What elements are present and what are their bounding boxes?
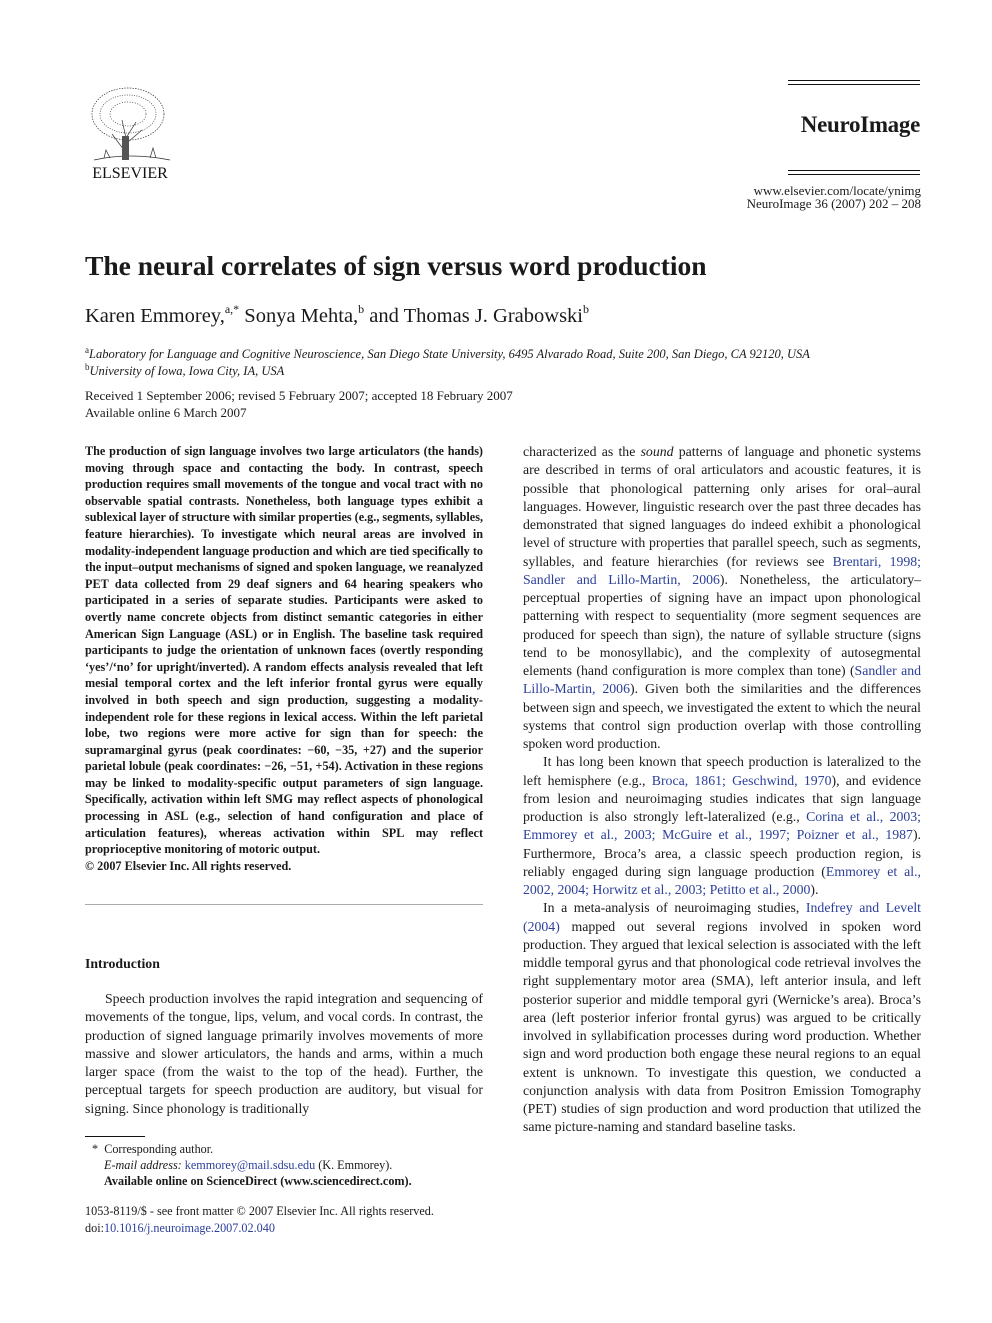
citation-link[interactable]: Broca, 1861; Geschwind, 1970 <box>651 772 832 788</box>
affiliation <box>85 345 810 362</box>
elsevier-tree-logo <box>84 80 176 182</box>
journal-citation: NeuroImage 36 (2007) 202 – 208 <box>746 196 921 211</box>
author-name: and Thomas J. Grabowski <box>364 305 584 327</box>
publisher-name: ELSEVIER <box>92 165 168 182</box>
citation-link[interactable]: Corina et al., 2003; Emmorey et al., 2003; McGuire et al., 1997; Poizner et al., 1987 <box>523 809 921 843</box>
author-affil-mark[interactable]: b <box>358 302 365 316</box>
intro-paragraph: Speech production involves the rapid integration and sequencing of movements of the tongue, lips, velum, and vocal cords. In contrast, the production of signed language primarily involves movements of more massive and slower articulators, the hands and arms, within a much larger space (from the waist to the top of the head). Further, the perceptual targets for speech production are auditory, but visual for signing. Since phonology is traditionally <box>85 991 483 1116</box>
affiliation-mark: b <box>85 362 90 372</box>
header-rule <box>788 174 920 175</box>
author-name: Karen Emmorey, <box>85 305 225 327</box>
citation-link[interactable]: Indefrey and Levelt (2004) <box>523 900 921 934</box>
citation-link[interactable]: Brentari, 1998; Sandler and Lillo-Martin, 2006 <box>523 553 922 587</box>
doi-line: doi:10.1016/j.neuroimage.2007.02.040 <box>85 1221 275 1235</box>
journal-name: NeuroImage <box>800 112 920 137</box>
journal-url[interactable]: www.elsevier.com/locate/ynimg <box>753 183 921 198</box>
doi-link[interactable]: 10.1016/j.neuroimage.2007.02.040 <box>103 1221 275 1235</box>
body-paragraph: characterized as the sound patterns of language and phonetic systems are described in terms of oral articulators and acoustic features, it is possible that phonological patterning only arises for oral–aural languages. However, linguistic research over the past three decades has demonstrated that signed languages do indeed exhibit a phonological level of structure with properties that parallel speech, such as segments, syllables, and feature hierarchies (for reviews see Brentari, 1998; Sandler and Lillo-Martin, 2006). Nonetheless, the articulatory–perceptual properties of signing have an impact upon phonological patterning with respect to sequentiality (more segment sequences are produced for speech than sign), the nature of syllable structure (signs tend to be monosyllabic), and the complexity of autosegmental elements (hand configuration is more complex than tone) (Sandler and Lillo-Martin, 2006). Given both the similarities and the differences between sign and speech, we investigated the extent to which the neural systems that control sign production overlap with those controlling spoken word production. <box>523 444 922 751</box>
header-rule <box>788 84 920 85</box>
body-paragraph: In a meta-analysis of neuroimaging studies, Indefrey and Levelt (2004) mapped out several regions involved in spoken word production. They argued that lexical selection is associated with the left middle temporal gyrus and that phonological code retrieval involves the right supplementary motor area (SMA), left anterior insula, and left posterior superior and middle temporal gyri (Wernicke’s area). Broca’s area (left posterior inferior frontal gyrus) was argued to be critically involved in syllabification processes during word production. Whether sign and word production both engage these neural regions to an equal extent is unknown. To investigate this question, we conducted a conjunction analysis with data from Positron Emission Tomography (PET) studies of sign production and word production that utilized the same picture-naming and standard baseline tasks. <box>523 900 921 1135</box>
affiliation-text: University of Iowa, Iowa City, IA, USA <box>89 364 285 378</box>
email-note: E-mail address: kemmorey@mail.sdsu.edu (K. Emmorey). <box>104 1158 393 1172</box>
article-title: The neural correlates of sign versus word production <box>85 250 707 281</box>
corresponding-author-note: * Corresponding author. <box>92 1142 214 1156</box>
body-paragraph: It has long been known that speech production is lateralized to the left hemisphere (e.g., Broca, 1861; Geschwind, 1970), and evidence from lesion and neuroimaging studies indicates that sign language production is also strongly left-lateralized (e.g., Corina et al., 2003; Emmorey et al., 2003; McGuire et al., 1997; Poizner et al., 1987). Furthermore, Broca’s area, a classic speech production region, is reliably engaged during sign language production (Emmorey et al., 2002, 2004; Horwitz et al., 2003; Petitto et al., 2000). <box>523 754 921 897</box>
email-link[interactable]: kemmorey@mail.sdsu.edu <box>184 1158 316 1172</box>
abstract-text: The production of sign language involves two large articulators (the hands) moving through space and contacting the body. In contrast, speech production requires small movements of the tongue and vocal tract with no observable spatial contrasts. Nonetheless, both language types exhibit a sublexical layer of structure with similar properties (e.g., segments, syllables, feature hierarchies). To investigate which neural areas are involved in modality-independent language production and which are tied specifically to the input–output mechanisms of signed and spoken language, we reanalyzed PET data collected from 29 deaf signers and 64 hearing speakers who participated in a series of separate studies. Participants were asked to overtly name concrete objects from distinct semantic categories in either American Sign Language (ASL) or in English. The baseline task required participants to judge the orientation of unknown faces (overtly responding ‘yes’/‘no’ for upright/inverted). A random effects analysis revealed that left mesial temporal cortex and the left inferior frontal gyrus were equally involved in both speech and sign production, suggesting a modality-independent role for these regions in lexical access. Within the left parietal lobe, two regions were more active for sign than for speech: the supramarginal gyrus (peak coordinates: −60, −35, +27) and the superior parietal lobule (peak coordinates: −26, −51, +54). Activation in these regions may be linked to modality-specific output parameters of sign language. Specifically, activation within left SMG may reflect aspects of phonological processing in ASL (e.g., selection of hand configuration and place of articulation features), whereas activation within SPL may reflect proprioceptive monitoring of motoric output. <box>85 444 483 857</box>
author-affil-mark[interactable]: a,* <box>224 302 240 316</box>
section-heading: Introduction <box>85 956 160 971</box>
received-dates: Received 1 September 2006; revised 5 February 2007; accepted 18 February 2007 <box>85 388 513 403</box>
author-name: Sonya Mehta, <box>239 305 359 327</box>
abstract <box>85 443 483 874</box>
header-rule <box>788 170 920 171</box>
citation-link[interactable]: Sandler and Lillo-Martin, 2006 <box>523 663 921 697</box>
issn-line: 1053-8119/$ - see front matter © 2007 Elsevier Inc. All rights reserved. <box>85 1204 434 1218</box>
abstract-copyright: © 2007 Elsevier Inc. All rights reserved. <box>85 858 292 873</box>
affiliation-text: Laboratory for Language and Cognitive Neuroscience, San Diego State University, 6495 Alvarado Road, Suite 200, San Diego, CA 92120, USA <box>89 347 810 361</box>
affiliation-mark: a <box>85 345 89 355</box>
sciencedirect-note: Available online on ScienceDirect (www.sciencedirect.com). <box>104 1174 412 1188</box>
right-column <box>523 443 921 1137</box>
citation-link[interactable]: Emmorey et al., 2002, 2004; Horwitz et al., 2003; Petitto et al., 2000 <box>523 863 921 897</box>
author-affil-mark[interactable]: b <box>583 302 590 316</box>
available-online-date: Available online 6 March 2007 <box>85 405 247 420</box>
author-list <box>85 302 589 328</box>
abstract-divider <box>85 904 483 905</box>
header-rule <box>788 80 920 81</box>
footnote-rule <box>85 1136 145 1137</box>
affiliation <box>85 362 284 379</box>
